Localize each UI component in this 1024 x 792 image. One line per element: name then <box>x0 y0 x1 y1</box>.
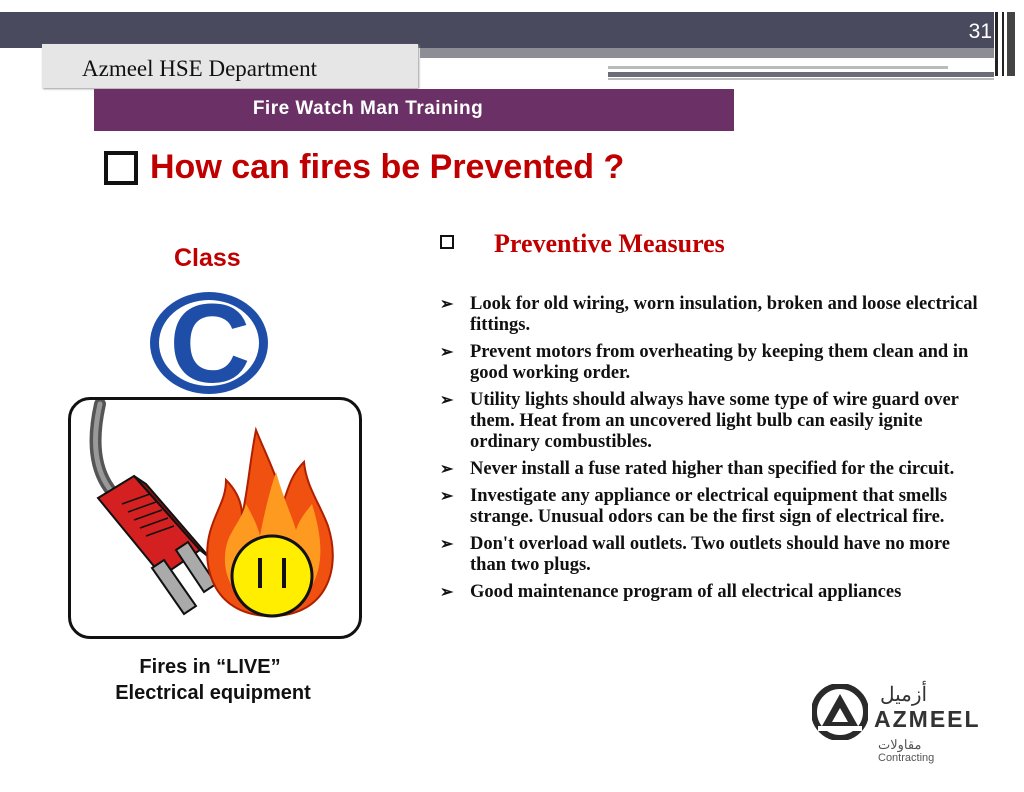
logo-name: AZMEEL <box>874 706 981 732</box>
arrow-bullet-icon: ➢ <box>440 536 454 553</box>
slide-title-text: How can fires be Prevented ? <box>150 148 625 186</box>
corner-line <box>1007 12 1015 76</box>
measure-text: Investigate any appliance or electrical equipment that smells strange. Unusual odors can be the first sign of electrical fire. <box>470 486 948 527</box>
arrow-bullet-icon: ➢ <box>440 296 454 313</box>
header-strip <box>420 48 994 58</box>
arrow-bullet-icon: ➢ <box>440 344 454 361</box>
arrow-bullet-icon: ➢ <box>440 392 454 409</box>
azmeel-logo-icon <box>812 684 868 740</box>
list-item <box>440 486 985 528</box>
training-title: Fire Watch Man Training <box>252 98 484 119</box>
logo-arabic-sub: مقاولات <box>878 737 922 752</box>
measures-list <box>440 294 985 609</box>
class-letter: C <box>169 290 251 396</box>
measure-text: Never install a fuse rated higher than specified for the circuit. <box>470 459 955 479</box>
header-rule <box>608 66 948 69</box>
measure-text: Utility lights should always have some type of wire guard over them. Heat from an uncovered light bulb can easily ignite ordinary combustibles. <box>470 390 959 452</box>
caption-line-1: Fires in “LIVE” <box>139 656 281 678</box>
list-item <box>440 390 985 453</box>
header-rule <box>608 78 994 80</box>
logo-sub: Contracting <box>878 752 935 764</box>
preventive-measures-heading: Preventive Measures <box>494 229 725 258</box>
corner-line <box>995 12 998 76</box>
class-c-icon <box>148 290 270 396</box>
caption-line-2: Electrical equipment <box>115 682 311 704</box>
list-item <box>440 342 985 384</box>
list-item <box>440 582 985 603</box>
measure-text: Don't overload wall outlets. Two outlets should have no more than two plugs. <box>470 534 950 575</box>
arrow-bullet-icon: ➢ <box>440 584 454 601</box>
measure-text: Prevent motors from overheating by keeping them clean and in good working order. <box>470 342 969 383</box>
measure-text: Good maintenance program of all electrical appliances <box>470 582 902 602</box>
list-item <box>440 294 985 336</box>
logo-arabic-name: أزميل <box>880 684 928 706</box>
slide-number: 31 <box>968 20 992 43</box>
slide-title <box>104 148 624 187</box>
measure-text: Look for old wiring, worn insulation, broken and loose electrical fittings. <box>470 294 978 335</box>
flame-icon <box>196 420 346 620</box>
checkbox-icon <box>440 235 454 249</box>
header-bar <box>0 12 1024 48</box>
class-label: Class <box>174 244 241 272</box>
header-rule <box>608 72 994 77</box>
list-item <box>440 459 985 480</box>
arrow-bullet-icon: ➢ <box>440 461 454 478</box>
department-name: Azmeel HSE Department <box>82 56 318 81</box>
checkbox-icon <box>104 151 138 185</box>
list-item <box>440 534 985 576</box>
arrow-bullet-icon: ➢ <box>440 488 454 505</box>
corner-line <box>1002 12 1004 76</box>
